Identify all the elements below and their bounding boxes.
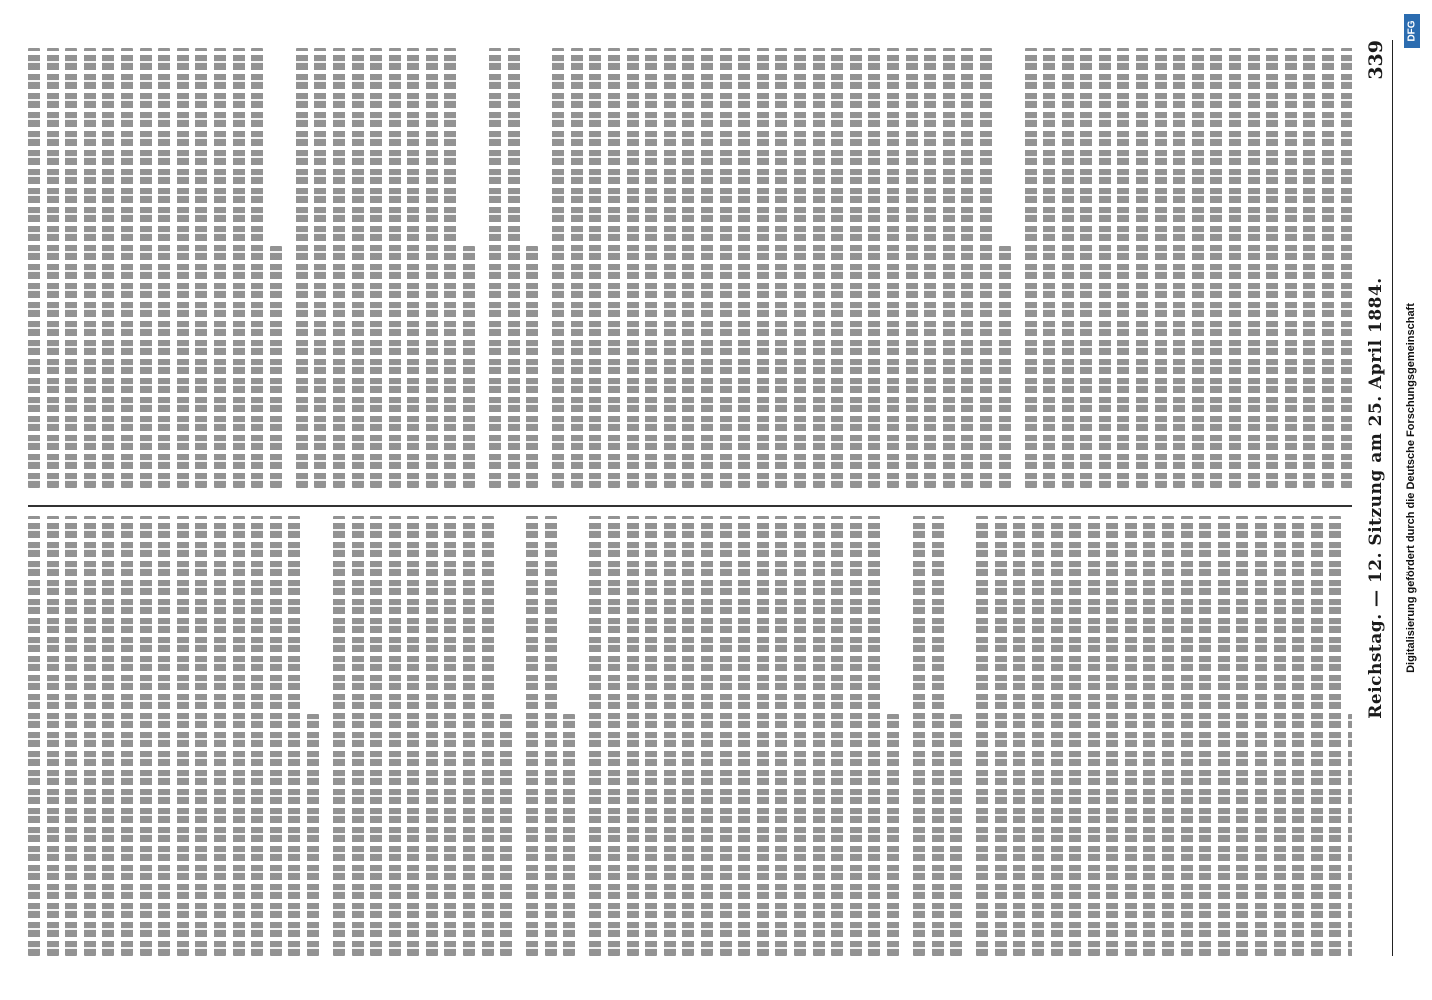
text-line (444, 48, 456, 488)
text-line (177, 516, 189, 956)
text-line (627, 48, 639, 488)
text-line (645, 48, 657, 488)
text-line (1218, 516, 1230, 956)
text-line (831, 516, 843, 956)
text-line (84, 516, 96, 956)
text-line (1236, 516, 1248, 956)
text-line (664, 48, 676, 488)
text-line (545, 516, 557, 956)
text-line (333, 48, 345, 488)
text-line (1210, 48, 1222, 488)
text-line (121, 516, 133, 956)
text-column-right (28, 48, 1352, 488)
text-line (1173, 48, 1185, 488)
text-line (980, 48, 992, 488)
text-line (333, 516, 345, 956)
text-line (270, 516, 282, 956)
text-line (589, 48, 601, 488)
text-line (508, 48, 520, 488)
text-line (552, 48, 564, 488)
text-line (682, 516, 694, 956)
text-line (102, 516, 114, 956)
text-line (887, 48, 899, 488)
text-line (1181, 516, 1193, 956)
text-line (999, 246, 1011, 488)
text-line (571, 48, 583, 488)
text-line (794, 516, 806, 956)
text-line (1125, 516, 1137, 956)
text-line (65, 516, 77, 956)
text-line (195, 516, 207, 956)
text-line (1162, 516, 1174, 956)
text-line (1117, 48, 1129, 488)
text-line (1311, 516, 1323, 956)
text-line (1329, 516, 1341, 956)
text-line (1322, 48, 1334, 488)
text-line (775, 48, 787, 488)
text-line (608, 48, 620, 488)
dfg-logo (1404, 14, 1420, 48)
text-line (307, 714, 319, 956)
digitization-credit (1398, 12, 1424, 988)
credit-text: Digitalisierung gefördert durch die Deutsche Forschungsgemeinschaft (1405, 303, 1417, 673)
text-line (1341, 48, 1352, 488)
text-line (720, 48, 732, 488)
text-line (1143, 516, 1155, 956)
text-line (1069, 516, 1081, 956)
text-line (214, 48, 226, 488)
text-line (370, 516, 382, 956)
text-line (1274, 516, 1286, 956)
text-line (932, 516, 944, 956)
text-line (813, 48, 825, 488)
page-title: Reichstag. — 12. Sitzung am 25. April 1884. (1366, 277, 1386, 719)
text-line (1266, 48, 1278, 488)
text-line (1032, 516, 1044, 956)
text-line (389, 516, 401, 956)
text-line (426, 48, 438, 488)
text-line (627, 516, 639, 956)
text-line (407, 48, 419, 488)
text-line (943, 48, 955, 488)
text-line (645, 516, 657, 956)
text-line (102, 48, 114, 488)
text-line (738, 48, 750, 488)
text-line (1099, 48, 1111, 488)
text-line (775, 516, 787, 956)
text-line (1248, 48, 1260, 488)
text-line (370, 48, 382, 488)
text-line (296, 48, 308, 488)
text-line (526, 516, 538, 956)
text-line (270, 246, 282, 488)
text-line (426, 516, 438, 956)
text-line (701, 48, 713, 488)
text-line (831, 48, 843, 488)
text-line (407, 516, 419, 956)
text-line (28, 516, 40, 956)
text-line (961, 48, 973, 488)
text-line (251, 48, 263, 488)
text-line (1292, 516, 1304, 956)
text-line (794, 48, 806, 488)
text-line (444, 516, 456, 956)
text-line (1106, 516, 1118, 956)
text-line (850, 48, 862, 488)
text-line (868, 516, 880, 956)
text-line (1025, 48, 1037, 488)
text-line (158, 48, 170, 488)
text-line (924, 48, 936, 488)
text-line (813, 516, 825, 956)
text-line (1255, 516, 1267, 956)
page-number: 339 (1365, 40, 1387, 80)
text-line (868, 48, 880, 488)
text-line (84, 48, 96, 488)
text-line (720, 516, 732, 956)
text-line (121, 48, 133, 488)
text-line (906, 48, 918, 488)
text-line (288, 516, 300, 956)
text-line (526, 246, 538, 488)
text-line (214, 516, 226, 956)
text-line (233, 48, 245, 488)
text-line (1043, 48, 1055, 488)
text-line (140, 48, 152, 488)
text-line (976, 516, 988, 956)
text-line (1192, 48, 1204, 488)
text-line (995, 516, 1007, 956)
text-line (47, 516, 59, 956)
text-line (1229, 48, 1241, 488)
text-line (1155, 48, 1167, 488)
text-line (158, 516, 170, 956)
text-line (140, 516, 152, 956)
text-line (887, 714, 899, 956)
text-line (47, 48, 59, 488)
text-line (1285, 48, 1297, 488)
text-line (1088, 516, 1100, 956)
text-line (389, 48, 401, 488)
text-line (314, 48, 326, 488)
text-line (489, 48, 501, 488)
text-line (482, 516, 494, 956)
text-line (738, 516, 750, 956)
text-line (500, 714, 512, 956)
text-line (177, 48, 189, 488)
text-line (251, 516, 263, 956)
text-line (1348, 714, 1352, 956)
text-line (1062, 48, 1074, 488)
text-line (233, 516, 245, 956)
text-line (28, 48, 40, 488)
dfg-logo-text: DFG (1406, 20, 1418, 42)
text-line (1013, 516, 1025, 956)
text-line (757, 48, 769, 488)
text-line (352, 48, 364, 488)
text-line (1303, 48, 1315, 488)
text-line (850, 516, 862, 956)
text-column-left (28, 516, 1352, 956)
column-divider (28, 506, 1352, 508)
text-line (701, 516, 713, 956)
text-line (950, 714, 962, 956)
text-line (757, 516, 769, 956)
text-line (1080, 48, 1092, 488)
text-line (664, 516, 676, 956)
running-head (1362, 40, 1393, 956)
text-line (913, 516, 925, 956)
text-line (1051, 516, 1063, 956)
text-line (195, 48, 207, 488)
text-line (65, 48, 77, 488)
text-line (682, 48, 694, 488)
text-line (1199, 516, 1211, 956)
text-line (463, 246, 475, 488)
text-line (589, 516, 601, 956)
text-line (463, 516, 475, 956)
text-line (563, 714, 575, 956)
text-line (352, 516, 364, 956)
text-line (608, 516, 620, 956)
text-line (1136, 48, 1148, 488)
